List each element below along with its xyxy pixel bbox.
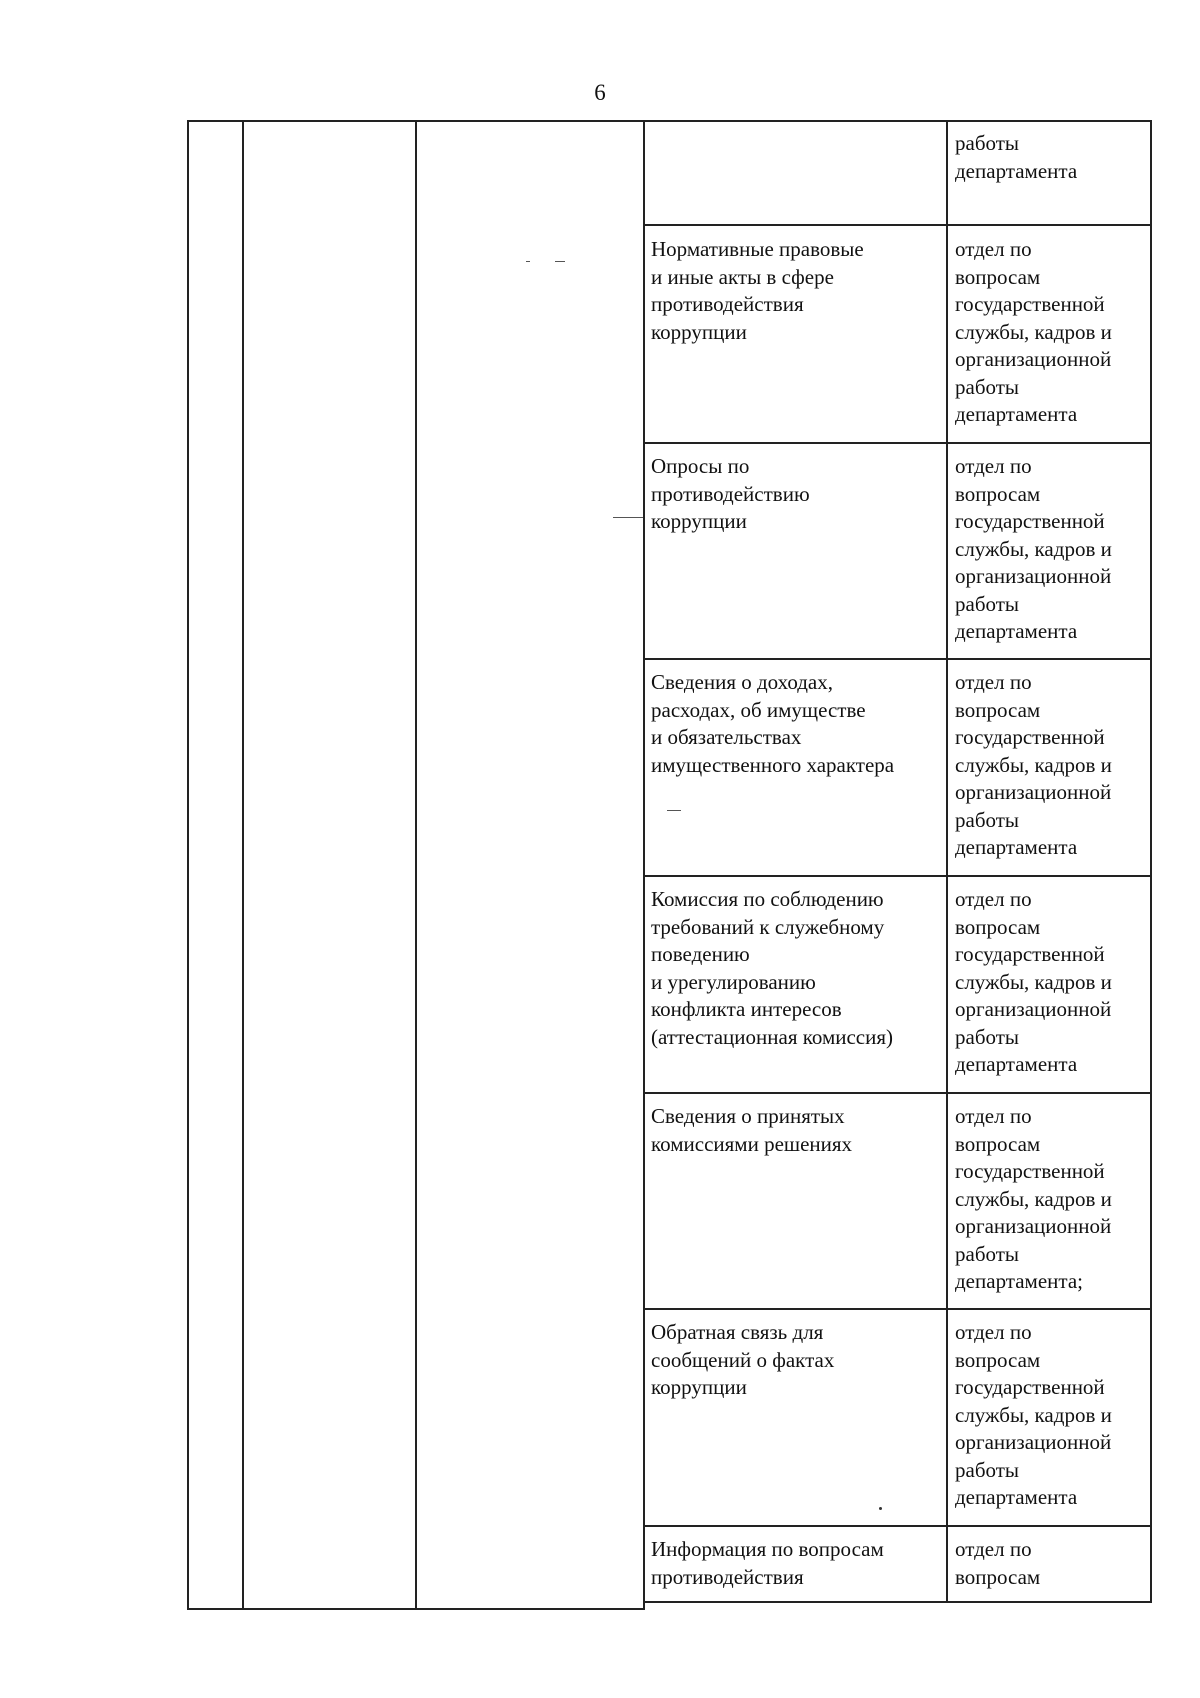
table-cell-responsible: отдел по вопросам [955,1537,1041,1589]
row-border [643,224,1152,226]
row-border [643,1308,1152,1310]
scan-artifact-dot [879,1507,882,1510]
row-border [643,1601,1152,1603]
row-border [643,1092,1152,1094]
table-cell-responsible: отдел по вопросам государственной службы, кадров и организационной работы департамента; [955,1104,1112,1293]
table-cell-responsible: отдел по вопросам государственной службы, кадров и организационной работы департамента [955,454,1112,643]
table-cell-responsible: отдел по вопросам государственной службы, кадров и организационной работы департамента [955,887,1112,1076]
scan-artifact-mark [555,261,565,262]
scan-artifact-mark [667,810,681,811]
table-cell-section: Опросы по противодействию коррупции [651,454,810,533]
scan-artifact-mark [613,517,643,518]
column-border [415,120,417,1610]
row-border [643,875,1152,877]
column-border [1150,120,1152,1603]
column-border [946,120,948,1603]
row-border [643,442,1152,444]
table-cell-section: Информация по вопросам противодействия [651,1537,884,1589]
table-cell-section: Обратная связь для сообщений о фактах коррупции [651,1320,835,1399]
column-border [242,120,244,1610]
column-border [643,120,645,1610]
document-table [187,120,1152,1610]
table-top-border [187,120,1152,122]
page-number: 6 [594,80,606,105]
table-bottom-border [187,1608,645,1610]
table-cell-section: Сведения о принятых комиссиями решениях [651,1104,853,1156]
row-border [643,1525,1152,1527]
column-border [187,120,189,1610]
table-cell-responsible: отдел по вопросам государственной службы, кадров и организационной работы департамента [955,1320,1112,1509]
table-cell-responsible: отдел по вопросам государственной службы, кадров и организационной работы департамента [955,237,1112,426]
table-cell-section: Нормативные правовые и иные акты в сфере противодействия коррупции [651,237,864,344]
scan-artifact-mark [526,261,530,262]
table-cell-responsible: отдел по вопросам государственной службы, кадров и организационной работы департамента [955,670,1112,859]
table-cell-section: Сведения о доходах, расходах, об имуществе и обязательствах имущественного характера [651,670,895,777]
table-cell-responsible: работы департамента [955,131,1078,183]
table-cell-section: Комиссия по соблюдению требований к служебному поведению и урегулированию конфликта интересов (аттестационная комиссия) [651,887,894,1049]
row-border [643,658,1152,660]
